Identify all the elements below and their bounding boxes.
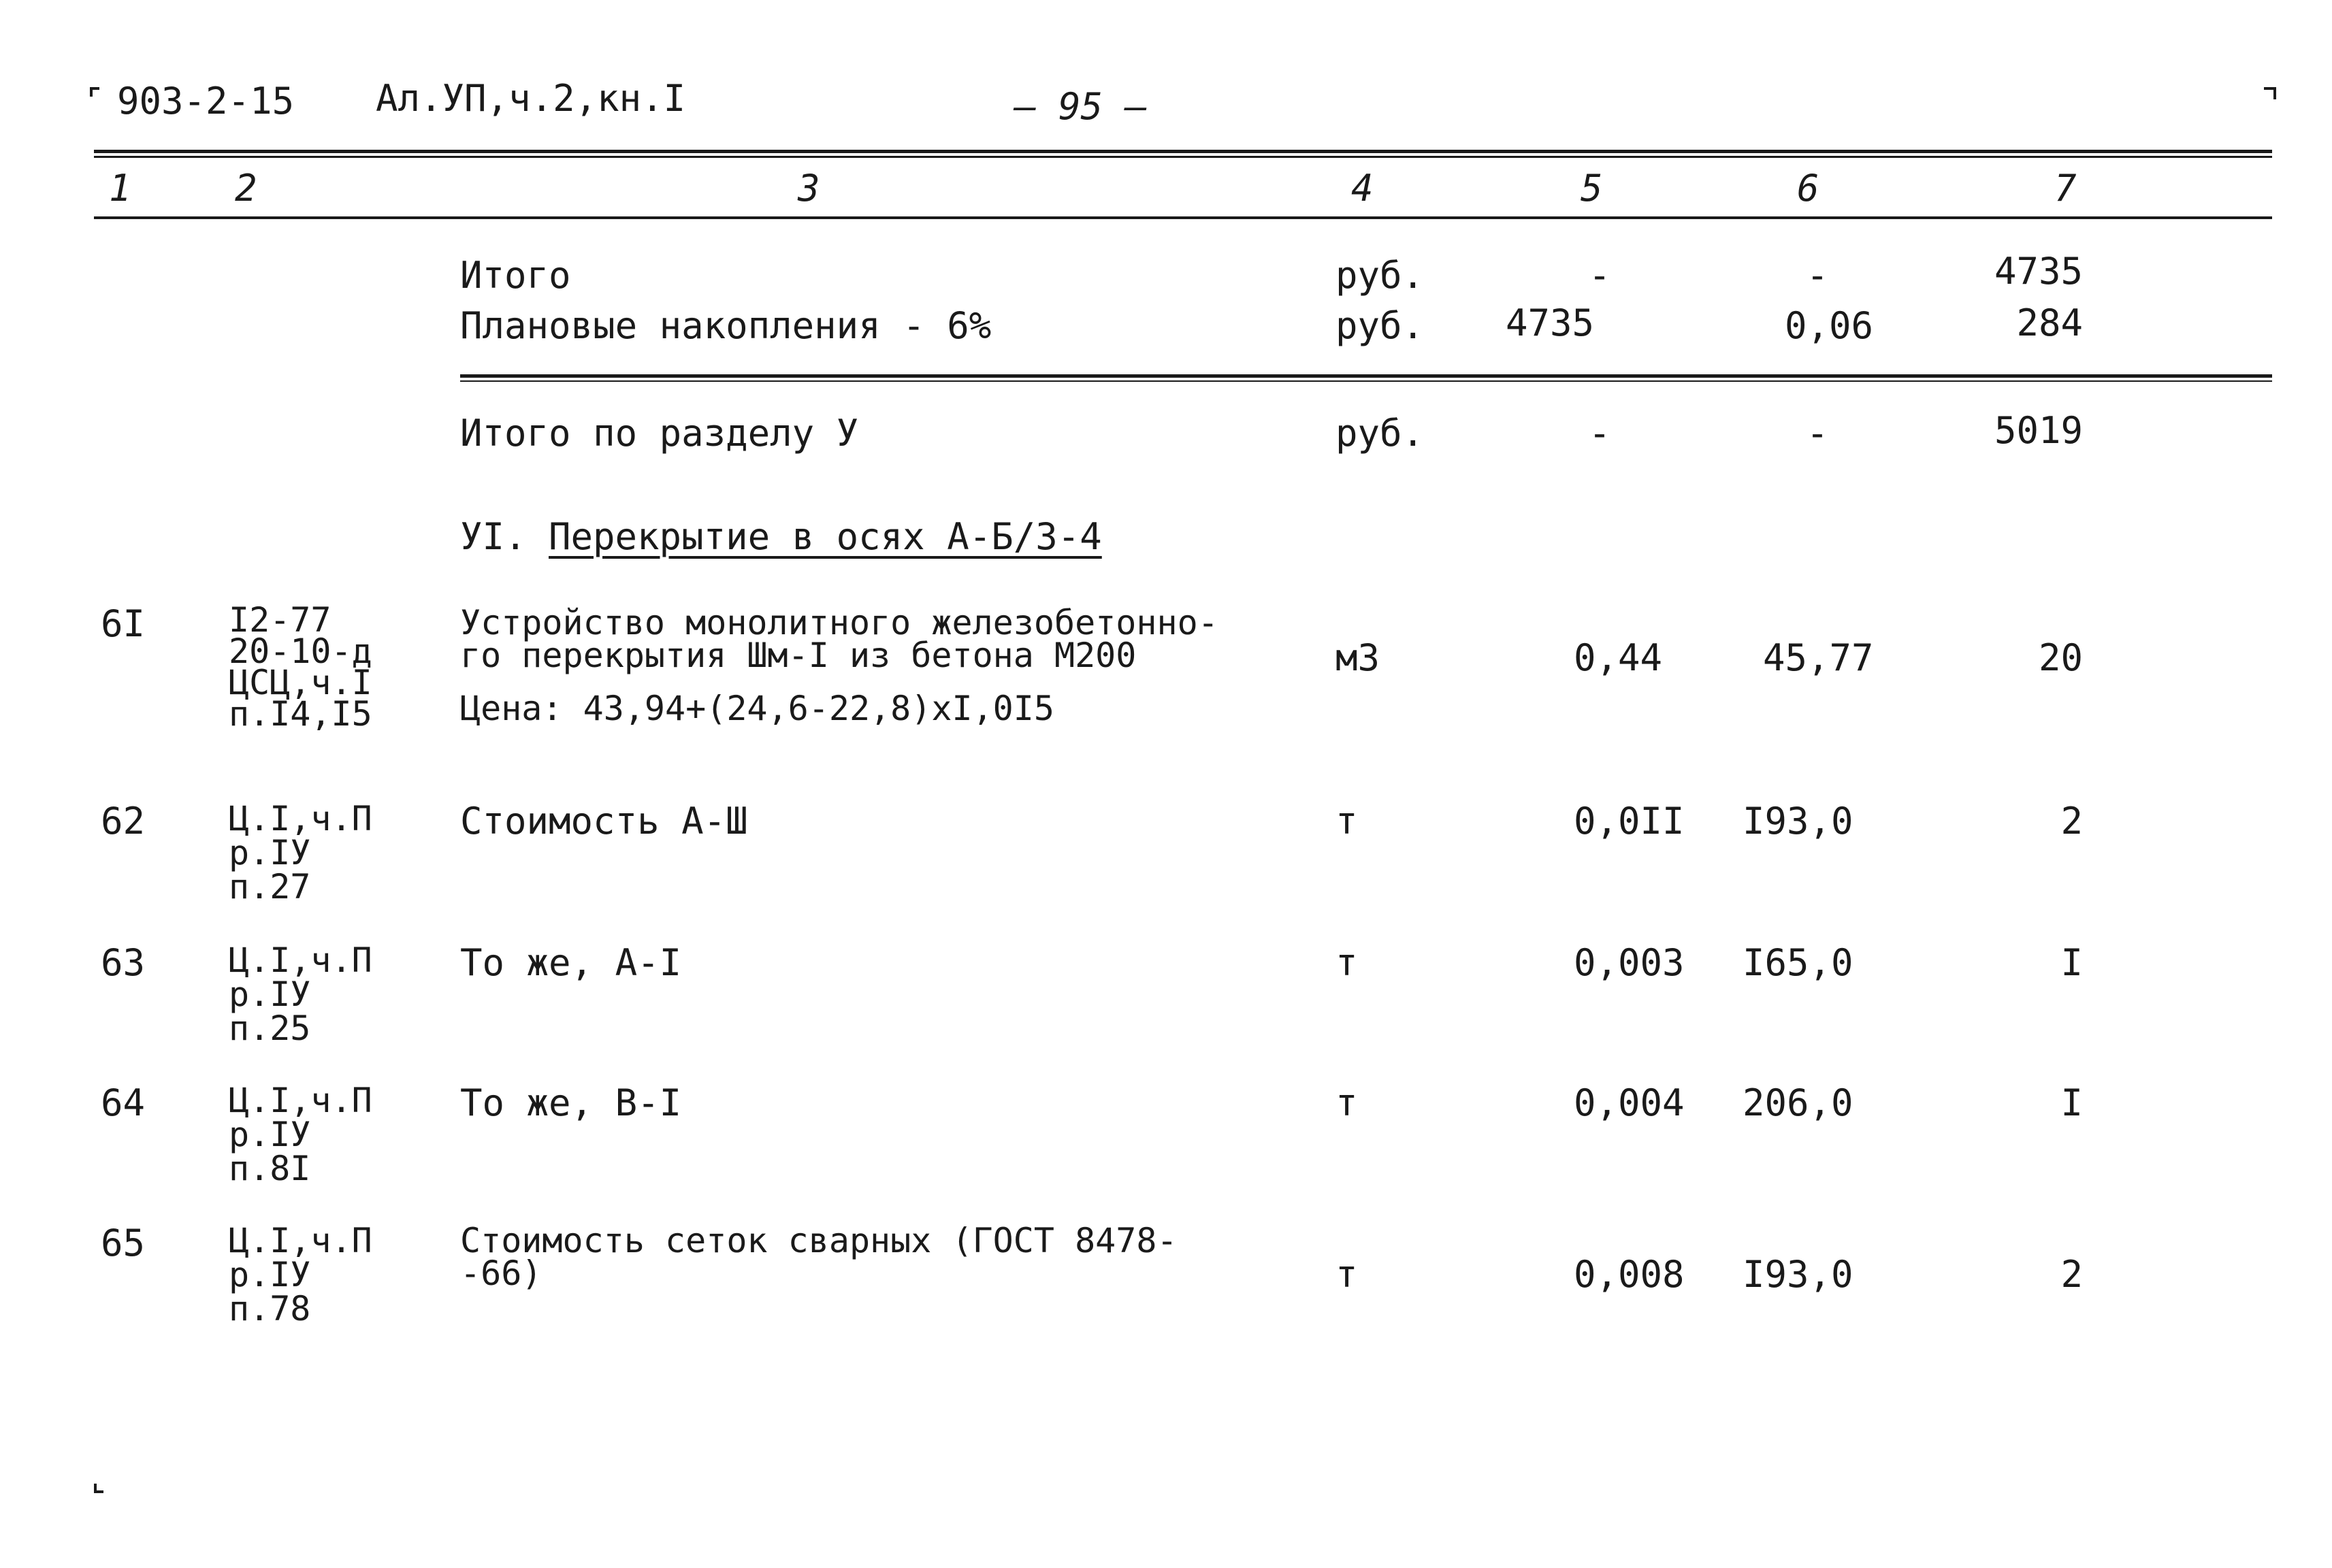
row-63-unit: т	[1335, 941, 1358, 984]
row-64-number: 64	[101, 1081, 146, 1124]
row-62-description: Стоимость А-Ш	[460, 800, 748, 843]
section-total-qty: -	[1588, 412, 1611, 455]
row-65-unit: т	[1335, 1253, 1358, 1296]
row-65-number: 65	[101, 1222, 146, 1264]
row-61-qty: 0,44	[1574, 636, 1663, 679]
column-number-5: 5	[1581, 167, 1603, 210]
section-title-number: УI.	[460, 515, 527, 558]
corner-mark-top-left	[90, 87, 99, 97]
row-63-ref-line-2: р.IУ	[229, 975, 311, 1014]
summary-label: Итого	[460, 254, 571, 297]
row-65-ref-line-2: р.IУ	[229, 1255, 311, 1294]
row-61-price: 45,77	[1763, 636, 1874, 679]
column-number-6: 6	[1797, 167, 1819, 210]
row-62-number: 62	[101, 800, 146, 843]
row-64-ref-line-3: п.8I	[229, 1149, 311, 1188]
row-62-total: 2	[2060, 800, 2083, 843]
column-number-4: 4	[1351, 167, 1374, 210]
row-61-ref-line-3: ЦСЦ,ч.I	[229, 663, 372, 702]
album-reference: Ал.УП,ч.2,кн.I	[376, 77, 686, 120]
summary-qty: -	[1588, 254, 1611, 297]
row-65-total: 2	[2060, 1253, 2083, 1296]
column-number-2: 2	[235, 167, 257, 210]
row-65-description-line-2: -66)	[460, 1254, 542, 1293]
planned-savings-total: 284	[2016, 301, 2083, 344]
planned-savings-unit: руб.	[1335, 304, 1425, 347]
row-64-description: То же, В-I	[460, 1081, 682, 1124]
row-64-ref-line-1: Ц.I,ч.П	[229, 1081, 372, 1120]
row-64-total: I	[2060, 1081, 2083, 1124]
planned-savings-price: 0,06	[1785, 304, 1874, 347]
row-63-price: I65,0	[1743, 941, 1853, 984]
corner-mark-top-right	[2264, 87, 2276, 99]
section-total-label: Итого по разделу У	[460, 412, 859, 455]
section-total-price: -	[1806, 412, 1829, 455]
row-62-ref-line-1: Ц.I,ч.П	[229, 799, 372, 838]
row-62-price: I93,0	[1743, 800, 1853, 843]
row-65-price: I93,0	[1743, 1253, 1853, 1296]
document-code: 903-2-15	[117, 80, 295, 122]
row-61-description-line-1: Устройство монолитного железобетонно-	[460, 603, 1218, 642]
row-63-qty: 0,003	[1574, 941, 1685, 984]
row-61-description-line-2: го перекрытия Шм-I из бетона М200	[460, 636, 1137, 675]
summary-rule-1	[460, 374, 2272, 378]
row-65-qty: 0,008	[1574, 1253, 1685, 1296]
row-65-description-line-1: Стоимость сеток сварных (ГОСТ 8478-	[460, 1221, 1178, 1260]
row-64-price: 206,0	[1743, 1081, 1853, 1124]
section-title: Перекрытие в осях А-Б/3-4	[549, 515, 1102, 558]
row-64-unit: т	[1335, 1081, 1358, 1124]
row-62-unit: т	[1335, 800, 1358, 843]
row-62-ref-line-2: р.IУ	[229, 833, 311, 872]
page-number: — 95 —	[1014, 85, 1148, 128]
planned-savings-label: Плановые накопления - 6%	[460, 304, 992, 347]
summary-total: 4735	[1994, 250, 2083, 293]
top-rule-double-2	[94, 156, 2272, 158]
row-61-total: 20	[2038, 636, 2083, 679]
row-63-number: 63	[101, 941, 146, 984]
row-61-ref-line-4: п.I4,I5	[229, 694, 372, 734]
column-number-7: 7	[2054, 167, 2077, 210]
corner-mark-bottom-left	[94, 1484, 103, 1493]
row-61-unit: м3	[1335, 636, 1380, 679]
summary-price: -	[1806, 254, 1829, 297]
row-62-ref-line-3: п.27	[229, 867, 311, 906]
row-63-description: То же, А-I	[460, 941, 682, 984]
row-65-ref-line-1: Ц.I,ч.П	[229, 1221, 372, 1260]
section-total-value: 5019	[1994, 409, 2083, 452]
summary-unit: руб.	[1335, 254, 1425, 297]
row-63-total: I	[2060, 941, 2083, 984]
header-rule	[94, 216, 2272, 219]
row-61-price-note: Цена: 43,94+(24,6-22,8)хI,0I5	[460, 689, 1054, 728]
row-64-ref-line-2: р.IУ	[229, 1115, 311, 1154]
row-63-ref-line-1: Ц.I,ч.П	[229, 941, 372, 980]
row-61-ref-line-2: 20-10-д	[229, 632, 372, 671]
row-65-ref-line-3: п.78	[229, 1289, 311, 1328]
top-rule-double-1	[94, 150, 2272, 153]
row-64-qty: 0,004	[1574, 1081, 1685, 1124]
row-62-qty: 0,0II	[1574, 800, 1685, 843]
planned-savings-qty: 4735	[1506, 301, 1595, 344]
row-61-number: 6I	[101, 602, 146, 645]
column-number-1: 1	[109, 167, 131, 210]
section-total-unit: руб.	[1335, 412, 1425, 455]
row-63-ref-line-3: п.25	[229, 1009, 311, 1048]
summary-rule-2	[460, 380, 2272, 382]
row-61-ref-line-1: I2-77	[229, 600, 331, 640]
column-number-3: 3	[798, 167, 820, 210]
